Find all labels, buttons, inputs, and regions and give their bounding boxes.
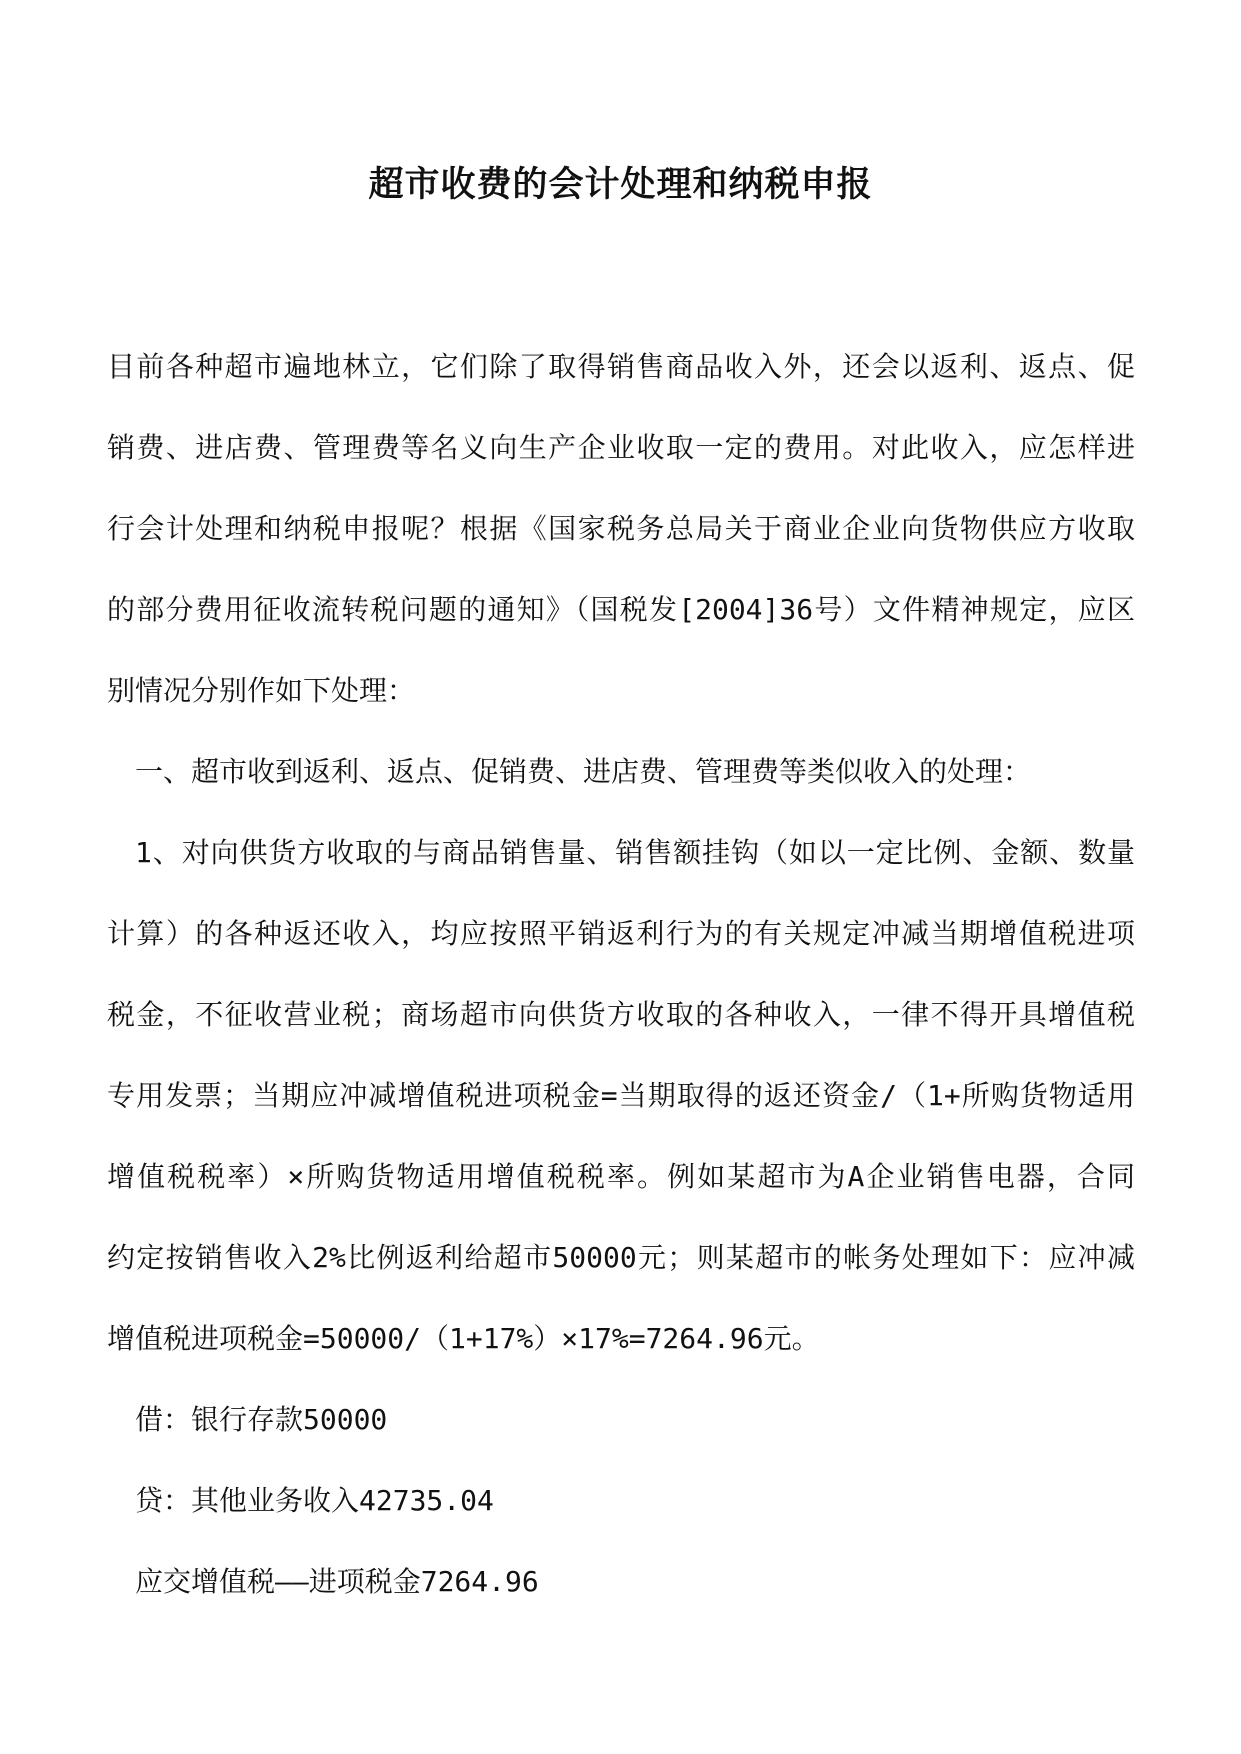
text-line: 目前各种超市遍地林立，它们除了取得销售商品收入外，还会以返利、返点、促 [107, 350, 1135, 383]
entry-vat [107, 1541, 1135, 1622]
entry-credit [107, 1460, 1135, 1541]
text-line: 借：银行存款50000 [135, 1403, 388, 1436]
text-line: 约定按销售收入2%比例返利给超市50000元；则某超市的帐务处理如下：应冲减 [107, 1241, 1135, 1274]
text-line: 别情况分别作如下处理： [107, 674, 416, 707]
text-line: 专用发票；当期应冲减增值税进项税金=当期取得的返还资金/（1+所购货物适用 [107, 1079, 1135, 1112]
paragraph-intro [107, 326, 1135, 731]
text-line: 应交增值税——进项税金7264.96 [135, 1565, 539, 1598]
text-line: 一、超市收到返利、返点、促销费、进店费、管理费等类似收入的处理： [135, 755, 1032, 788]
text-line: 贷：其他业务收入42735.04 [135, 1484, 494, 1517]
document-title: 超市收费的会计处理和纳税申报 [368, 165, 873, 205]
text-line: 的部分费用征收流转税问题的通知》（国税发[2004]36号）文件精神规定，应区 [107, 593, 1135, 626]
text-line: 1、对向供货方收取的与商品销售量、销售额挂钩（如以一定比例、金额、数量 [135, 836, 1135, 869]
section-heading-one [107, 731, 1135, 812]
text-line: 增值税税率）×所购货物适用增值税税率。例如某超市为A企业销售电器，合同 [107, 1160, 1135, 1193]
entry-debit [107, 1379, 1135, 1460]
text-line: 计算）的各种返还收入，均应按照平销返利行为的有关规定冲减当期增值税进项 [107, 917, 1135, 950]
text-line: 行会计处理和纳税申报呢？根据《国家税务总局关于商业企业向货物供应方收取 [107, 512, 1135, 545]
text-line: 税金，不征收营业税；商场超市向供货方收取的各种收入，一律不得开具增值税 [107, 998, 1135, 1031]
text-line: 销费、进店费、管理费等名义向生产企业收取一定的费用。对此收入，应怎样进 [107, 431, 1135, 464]
paragraph-item-one [107, 812, 1135, 1379]
text-line: 增值税进项税金=50000/（1+17%）×17%=7264.96元。 [107, 1322, 820, 1355]
